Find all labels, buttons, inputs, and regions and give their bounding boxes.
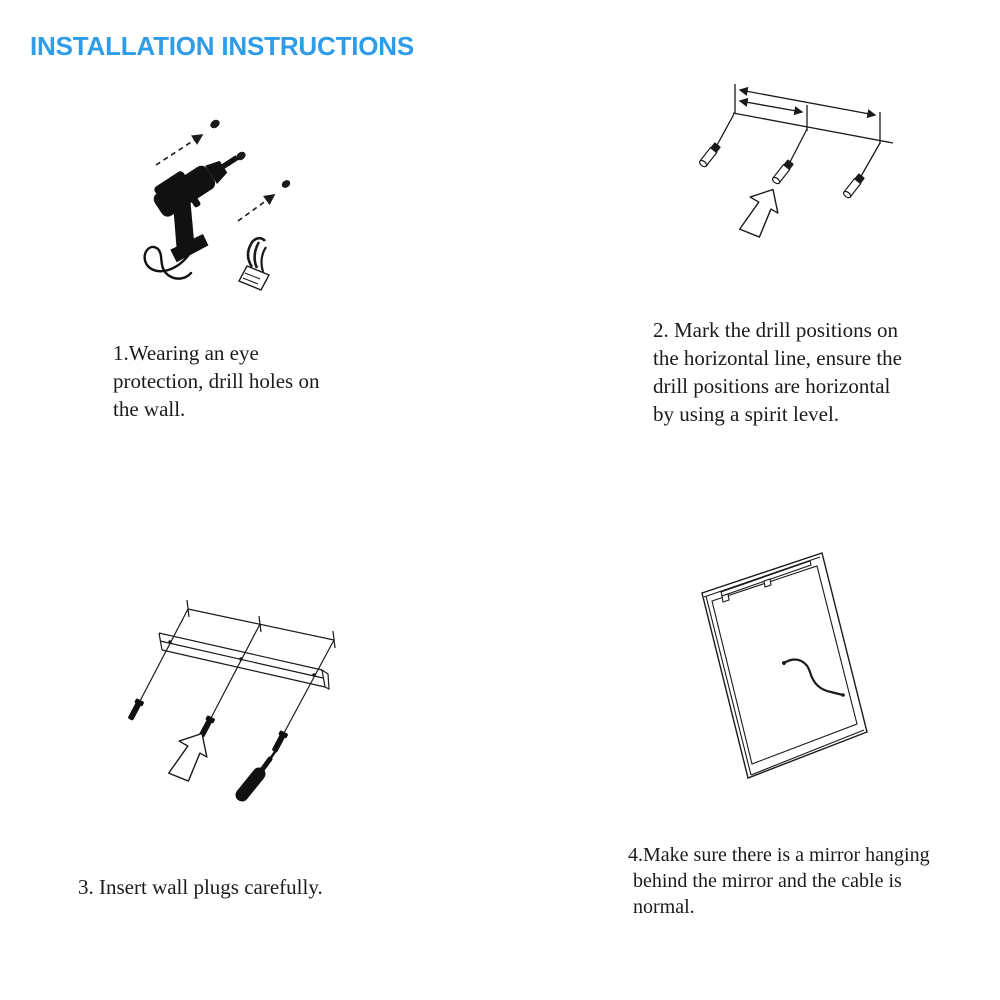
step-1-caption [113,339,319,423]
horizontal-line [733,113,893,143]
drill-hole-dot [209,118,222,130]
tick-mark [187,600,189,617]
page-title: INSTALLATION INSTRUCTIONS [30,31,415,61]
hang-line [716,114,734,147]
step-2-illustration [678,70,943,255]
caption-line: 4.Make sure there is a mirror hanging [628,844,930,866]
mounting-bar [159,633,329,689]
drill-hole-dot [280,179,291,190]
up-arrow-icon [163,725,216,785]
caption-line: the wall. [113,397,186,421]
caption-line: behind the mirror and the cable is [633,870,902,892]
hang-line [140,609,188,701]
caption-line: 3. Insert wall plugs carefully. [78,875,323,899]
wall-plug-icon [842,173,865,199]
caption-line: normal. [633,896,695,918]
wall-plug-icon [126,698,144,722]
screw-hole-dot [168,640,172,644]
dashed-arrow-icon [238,195,274,221]
screwdriver-icon [242,749,277,795]
step-2-caption [653,316,902,428]
caption-line: by using a spirit level. [653,402,840,426]
step-4-caption [628,842,930,920]
wall-plug-icon [698,142,721,168]
caption-line: 2. Mark the drill positions on [653,318,898,342]
caption-line: the horizontal line, ensure the [653,346,902,370]
step-3-caption [78,873,323,901]
mirror-back [702,553,867,778]
step-4-illustration [665,548,915,823]
caption-line: protection, drill holes on [113,369,320,393]
step-3-illustration [113,583,368,828]
caption-line: drill positions are horizontal [653,374,891,398]
guide-line [188,609,334,640]
wall-plug-icon [270,730,288,754]
safety-glasses-icon [239,238,269,290]
power-cable [782,660,845,697]
wall-plug-icon [771,159,794,185]
step-1-illustration [120,95,340,310]
screw-hole-dot [312,673,316,677]
hang-line [789,129,807,164]
dashed-arrow-icon [156,135,202,165]
dimension-arrow [740,101,802,112]
screw-hole-dot [239,657,243,661]
hang-line [860,143,880,178]
caption-line: 1.Wearing an eye [113,341,259,365]
up-arrow-icon [734,181,787,241]
